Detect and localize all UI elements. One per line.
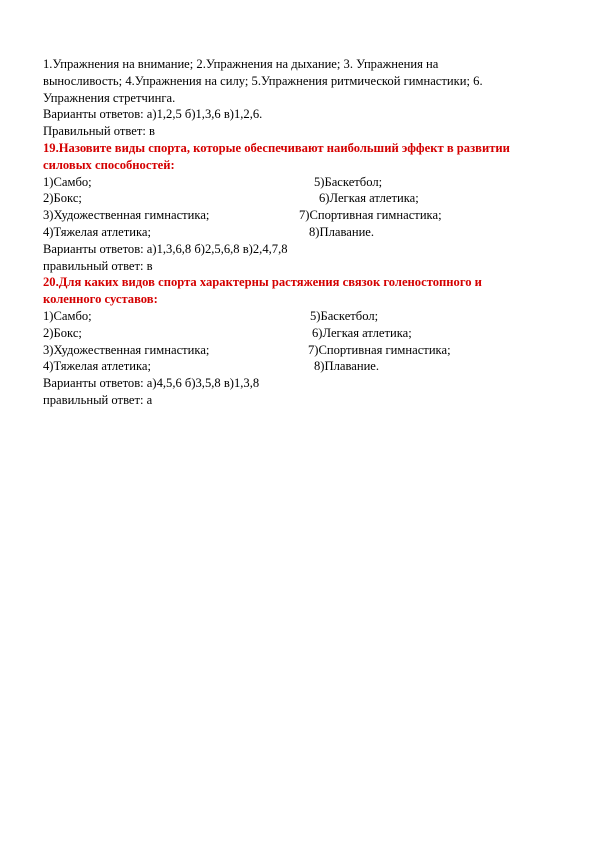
q20-option-right: 6)Легкая атлетика; bbox=[312, 325, 412, 340]
intro-answer: Правильный ответ: в bbox=[43, 124, 155, 139]
q20-option-left: 1)Самбо; bbox=[43, 308, 92, 323]
q19-variants: Варианты ответов: а)1,3,6,8 б)2,5,6,8 в)2,4,7,8 bbox=[43, 241, 288, 256]
q19-option-right: 6)Легкая атлетика; bbox=[319, 191, 419, 206]
q19-option-left: 3)Художественная гимнастика; bbox=[43, 208, 210, 223]
q20-option-row bbox=[43, 325, 563, 342]
q19-option-right: 8)Плавание. bbox=[309, 224, 375, 239]
intro-line-1: 1.Упражнения на внимание; 2.Упражнения на дыхание; 3. Упражнения на bbox=[43, 57, 439, 71]
q19-option-left: 4)Тяжелая атлетика; bbox=[43, 224, 152, 239]
q19-option-row bbox=[43, 207, 563, 224]
q20-variants: Варианты ответов: а)4,5,6 б)3,5,8 в)1,3,8 bbox=[43, 376, 260, 391]
q20-option-right: 8)Плавание. bbox=[314, 359, 380, 374]
q19-option-row bbox=[43, 224, 563, 241]
q19-option-row bbox=[43, 174, 563, 191]
q20-title-line-1: 20.Для каких видов спорта характерны растяжения связок голеностопного и bbox=[43, 275, 482, 290]
intro-variants: Варианты ответов: а)1,2,5 б)1,3,6 в)1,2,6. bbox=[43, 107, 263, 122]
document-content bbox=[43, 56, 563, 409]
q19-option-right: 7)Спортивная гимнастика; bbox=[299, 208, 442, 223]
intro-line-2: выносливость; 4.Упражнения на силу; 5.Упражнения ритмической гимнастики; 6. bbox=[43, 73, 483, 88]
q20-title-line-2: коленного суставов: bbox=[43, 292, 158, 307]
q20-option-row bbox=[43, 358, 563, 375]
q20-option-right: 5)Баскетбол; bbox=[310, 308, 379, 323]
q20-option-row bbox=[43, 308, 563, 325]
q20-answer: правильный ответ: а bbox=[43, 392, 153, 407]
q20-option-row bbox=[43, 342, 563, 359]
q20-option-left: 4)Тяжелая атлетика; bbox=[43, 359, 152, 374]
q20-option-right: 7)Спортивная гимнастика; bbox=[308, 342, 451, 357]
q20-option-left: 2)Бокс; bbox=[43, 325, 82, 340]
q19-title-line-1: 19.Назовите виды спорта, которые обеспечивают наибольший эффект в развитии bbox=[43, 140, 510, 155]
q19-answer: правильный ответ: в bbox=[43, 258, 153, 273]
q20-option-left: 3)Художественная гимнастика; bbox=[43, 342, 210, 357]
q19-option-left: 2)Бокс; bbox=[43, 191, 82, 206]
q19-option-row bbox=[43, 190, 563, 207]
q19-option-right: 5)Баскетбол; bbox=[314, 174, 383, 189]
q19-option-left: 1)Самбо; bbox=[43, 174, 92, 189]
intro-line-3: Упражнения стретчинга. bbox=[43, 90, 176, 105]
q19-title-line-2: силовых способностей: bbox=[43, 157, 175, 172]
